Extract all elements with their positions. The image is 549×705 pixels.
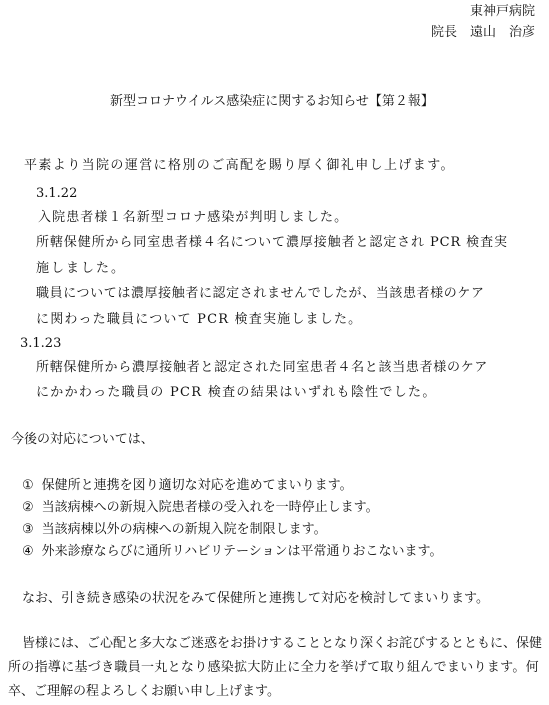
director-name: 院長 遠山 治彦 xyxy=(430,25,535,40)
entry-line: 所轄保健所から濃厚接触者と認定された同室患者４名と該当患者様のケア xyxy=(36,360,489,375)
measure-number: ① xyxy=(22,478,34,493)
notice-title: 新型コロナウイルス感染症に関するお知らせ【第２報】 xyxy=(110,94,434,109)
measure-text: 当該病棟以外の病棟への新規入院を制限します。 xyxy=(41,522,327,537)
entry-line: に関わった職員について PCR 検査実施しました。 xyxy=(36,312,363,327)
measure-item xyxy=(22,545,442,558)
entry-line: 所轄保健所から同室患者様４名について濃厚接触者と認定され PCR 検査実 xyxy=(36,235,508,250)
measure-text: 外来診療ならびに通所リハビリテーションは平常通りおこないます。 xyxy=(41,544,443,559)
measure-number: ④ xyxy=(22,544,34,559)
entry-line: 入院患者様１名新型コロナ感染が判明しました。 xyxy=(38,210,349,225)
entry-date: 3.1.22 xyxy=(36,186,78,201)
response-intro: 今後の対応については、 xyxy=(11,432,154,447)
closing-line: 皆様には、ご心配と多大なご迷惑をお掛けすることとなり深くお詫びするとともに、保健 xyxy=(22,636,543,651)
closing-line: 卒、ご理解の程よろしくお願い申し上げます。 xyxy=(8,684,280,699)
measure-number: ③ xyxy=(22,522,34,537)
greeting: 平素より当院の運営に格別のご高配を賜り厚く御礼申し上げます。 xyxy=(24,158,455,173)
measure-number: ② xyxy=(22,500,34,515)
entry-line: 職員については濃厚接触者に認定されませんでしたが、当該患者様のケア xyxy=(36,286,485,301)
closing-line: 所の指導に基づき職員一丸となり感染拡大防止に全力を挙げて取り組んでまいります。何 xyxy=(8,660,539,675)
measure-item xyxy=(22,523,327,536)
measure-item xyxy=(22,479,353,492)
followup-note: なお、引き続き感染の状況をみて保健所と連携して対応を検討してまいります。 xyxy=(22,591,489,606)
entry-line: 施しました。 xyxy=(36,261,127,276)
hospital-name: 東神戸病院 xyxy=(469,4,535,19)
measure-text: 当該病棟への新規入院患者様の受入れを一時停止します。 xyxy=(41,500,379,515)
measure-item xyxy=(22,501,379,514)
entry-line: にかかわった職員の PCR 検査の結果はいずれも陰性でした。 xyxy=(36,385,437,400)
measure-text: 保健所と連携を図り適切な対応を進めてまいります。 xyxy=(41,478,353,493)
entry-date: 3.1.23 xyxy=(20,336,62,351)
